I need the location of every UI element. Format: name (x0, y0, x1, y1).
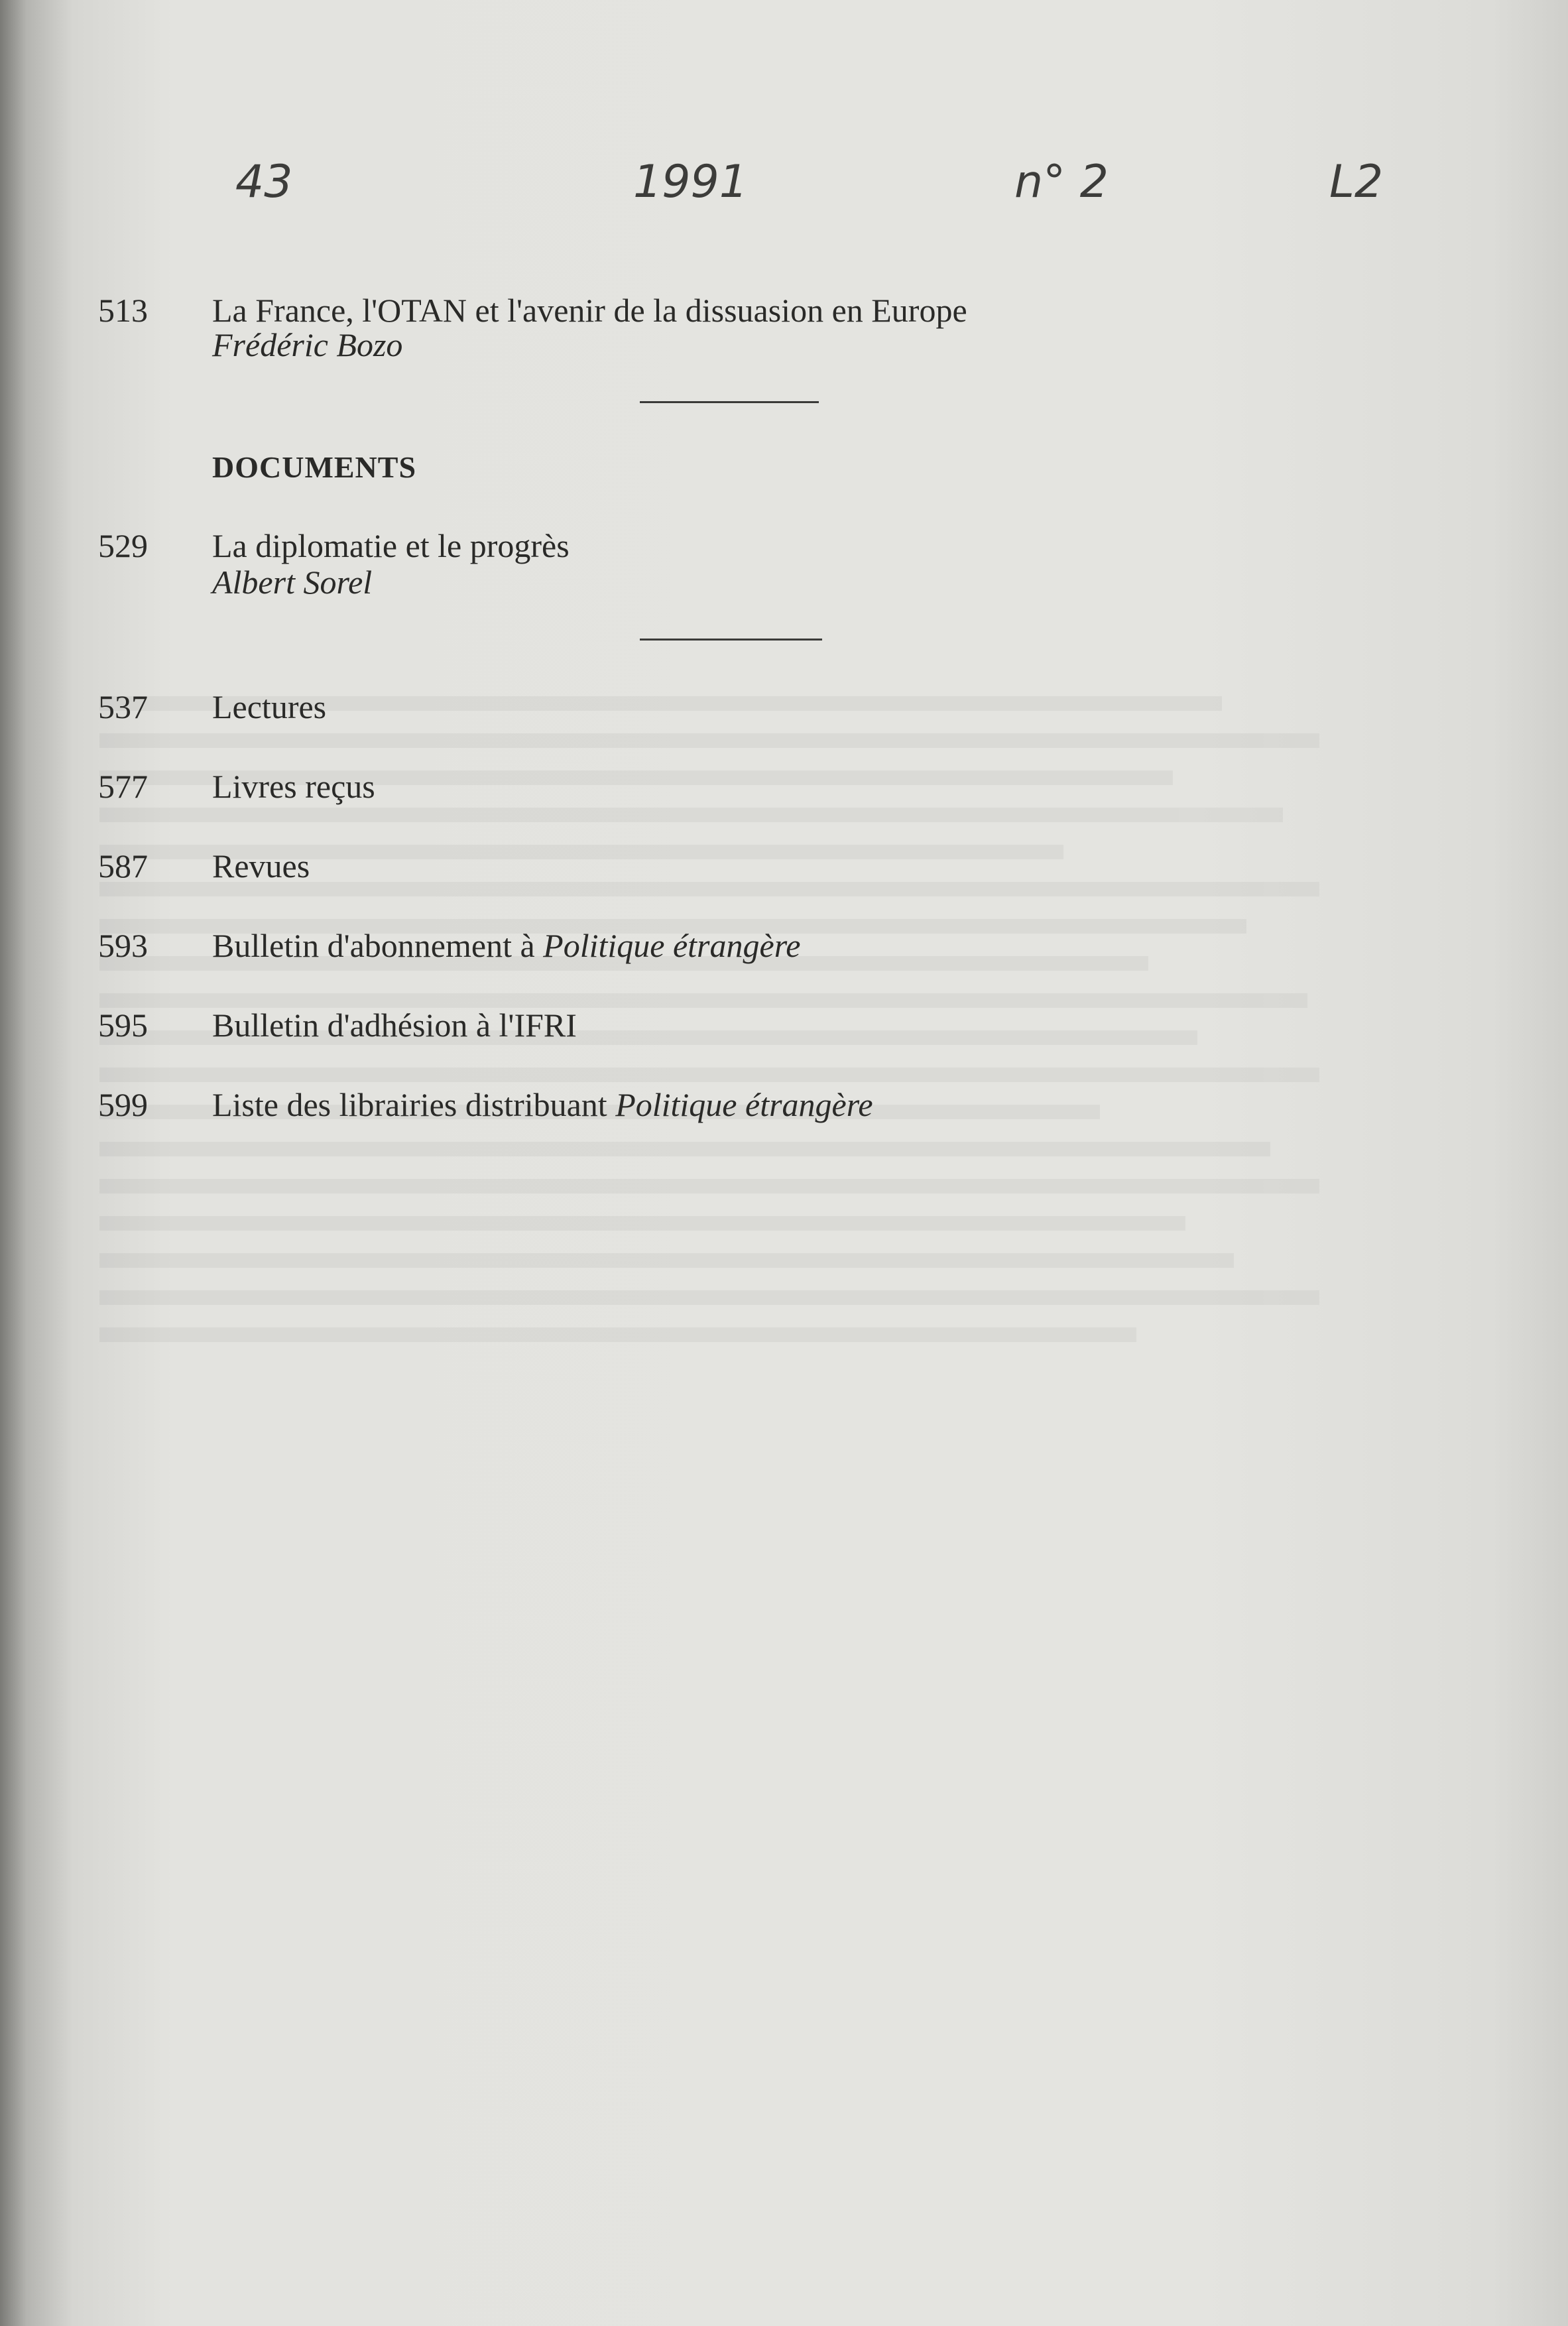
toc-page-number: 537 (98, 688, 148, 725)
toc-page-number: 587 (98, 847, 148, 885)
toc-title: La France, l'OTAN et l'avenir de la dissuasion en Europe (212, 292, 967, 329)
section-divider (640, 401, 819, 403)
toc-title: Bulletin d'adhésion à l'IFRI (212, 1007, 577, 1044)
handwritten-note-code: L2 (1329, 156, 1384, 208)
toc-title: Livres reçus (212, 768, 375, 805)
toc-title: Revues (212, 847, 310, 885)
toc-title: Liste des librairies distribuant Politique étrangère (212, 1086, 873, 1123)
section-divider (640, 639, 822, 641)
toc-page-number: 595 (98, 1007, 148, 1044)
toc-page-number: 599 (98, 1086, 148, 1123)
toc-title: Lectures (212, 688, 327, 725)
toc-title: La diplomatie et le progrès (212, 527, 570, 564)
toc-author: Albert Sorel (212, 564, 373, 601)
toc-page-number: 529 (98, 527, 148, 564)
handwritten-note-volume: 43 (235, 156, 293, 208)
handwritten-note-year: 1991 (633, 156, 749, 208)
journal-title: Politique étrangère (543, 927, 801, 964)
toc-title: Bulletin d'abonnement à Politique étrangère (212, 927, 801, 964)
handwritten-note-issue: n° 2 (1014, 156, 1109, 208)
toc-author: Frédéric Bozo (212, 326, 403, 363)
documents-heading: DOCUMENTS (212, 450, 417, 484)
journal-title: Politique étrangère (615, 1086, 873, 1123)
toc-page-number: 513 (98, 292, 148, 329)
toc-page-number: 593 (98, 927, 148, 964)
toc-page-number: 577 (98, 768, 148, 805)
